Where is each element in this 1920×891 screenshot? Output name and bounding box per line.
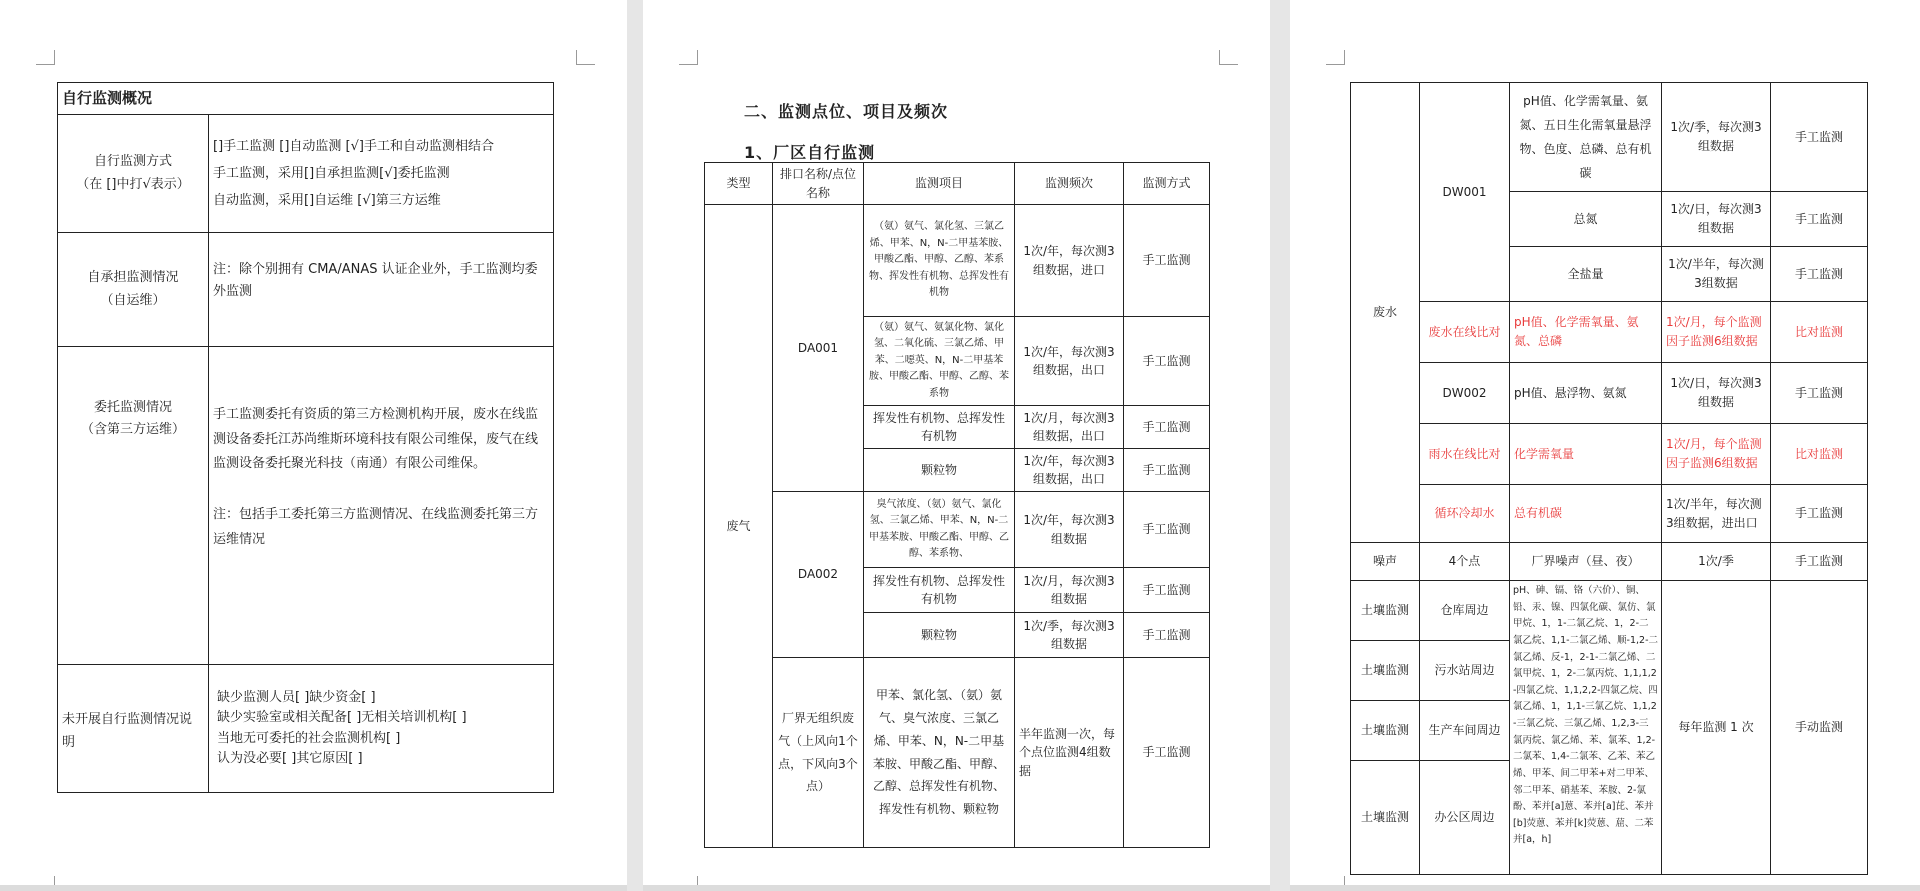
method-cell: 手工监测 bbox=[1124, 449, 1210, 492]
label-line: 未开展自行监测情况说明 bbox=[62, 712, 193, 750]
freq-cell: 1次/年，每次测3组数据 bbox=[1015, 492, 1124, 568]
point-cell: 生产车间周边 bbox=[1420, 701, 1510, 761]
point-cell: DA001 bbox=[773, 205, 864, 492]
content-line: 手工监测，采用[]自承担监测[√]委托监测 bbox=[213, 165, 450, 181]
method-cell: 手工监测 bbox=[1771, 83, 1868, 192]
content-line: 注：除个别拥有 CMA/ANAS 认证企业外，手工监测均委外监测 bbox=[213, 262, 538, 300]
method-cell: 比对监测 bbox=[1771, 302, 1868, 363]
point-cell: 厂界无组织废气（上风向1个点，下风向3个点） bbox=[773, 658, 864, 848]
freq-cell: 1次/半年，每次测3组数据，进出口 bbox=[1662, 485, 1771, 543]
content-line: 注：包括手工委托第三方监测情况、在线监测委托第三方运维情况 bbox=[213, 507, 539, 547]
item-cell: 挥发性有机物、总挥发性有机物 bbox=[864, 406, 1015, 449]
method-cell: 手工监测 bbox=[1124, 568, 1210, 613]
label-line: 自承担监测情况 bbox=[87, 270, 179, 286]
item-cell: 厂界噪声（昼、夜） bbox=[1510, 543, 1662, 581]
freq-cell: 1次/月，每次测3组数据 bbox=[1015, 568, 1124, 613]
freq-cell: 每年监测 1 次 bbox=[1662, 581, 1771, 875]
item-cell: （氨）氨气、氯化氢、三氯乙烯、甲苯、N，N-二甲基苯胺、甲酸乙酯、甲醇、乙醇、苯系物、挥发性有机物、总挥发性有机物 bbox=[864, 205, 1015, 317]
row-label bbox=[58, 665, 209, 793]
row-content bbox=[209, 233, 554, 347]
plant-monitoring-table bbox=[704, 162, 1210, 848]
item-cell: （氨）氨气、氨氯化物、氯化氢、二氧化硫、三氯乙烯、甲苯、二噁英、N，N-二甲基苯胺、甲酸乙酯、甲醇、乙醇、苯系物 bbox=[864, 317, 1015, 406]
soil-item-cell: pH、砷、镉、铬（六价）、铜、铅、汞、镍、四氯化碳、氯仿、氯甲烷、1，1-二氯乙烷、1，2-二氯乙烷、1,1-二氯乙烯、顺-1,2-二氯乙烯、反-1，2-1-二氯乙烯、二氯甲烷、1，2-二氯丙烷、1,1,1,2-四氯乙烷、1,1,2,2-四氯乙烷、四氯乙烯、1，1,1-三氯乙烷、1,1,2-三氯乙烷、三氯乙烯、1,2,3-三氯丙烷、氯乙烯、苯、氯苯、1,2-二氯苯、1,4-二氯苯、乙苯、苯乙烯、甲苯、间二甲苯+对二甲苯、邻二甲苯、硝基苯、苯胺、2-氯酚、苯并[a]蒽、苯并[a]芘、苯并[b]荧蒽、苯并[k]荧蒽、䓛、二苯并[a，h] bbox=[1510, 581, 1662, 875]
item-cell: 臭气浓度、（氨）氨气、氯化氢、三氯乙烯、甲苯、N，N-二甲基苯胺、甲酸乙酯、甲醇、乙醇、苯系物、 bbox=[864, 492, 1015, 568]
point-cell: 污水站周边 bbox=[1420, 641, 1510, 701]
noise-row bbox=[1351, 543, 1868, 581]
item-cell: 化学需氧量 bbox=[1510, 424, 1662, 485]
content-line: 自动监测，采用[]自运维 [√]第三方运维 bbox=[213, 193, 441, 209]
label-line: （含第三方运维） bbox=[80, 422, 185, 438]
method-cell: 比对监测 bbox=[1771, 424, 1868, 485]
document-page-1 bbox=[0, 0, 627, 891]
point-cell: 雨水在线比对 bbox=[1420, 424, 1510, 485]
wastewater-soil-table bbox=[1350, 82, 1868, 875]
header-cell: 监测方式 bbox=[1124, 163, 1210, 205]
content-line: 认为没必要[ ]其它原因[ ] bbox=[217, 750, 363, 766]
item-cell: 挥发性有机物、总挥发性有机物 bbox=[864, 568, 1015, 613]
method-cell: 手工监测 bbox=[1124, 492, 1210, 568]
freq-cell: 1次/季，每次测3组数据 bbox=[1015, 613, 1124, 658]
table-row bbox=[705, 205, 1210, 317]
method-cell: 手工监测 bbox=[1771, 543, 1868, 581]
method-cell: 手工监测 bbox=[1771, 485, 1868, 543]
type-cell: 土壤监测 bbox=[1351, 581, 1420, 641]
freq-cell: 1次/季 bbox=[1662, 543, 1771, 581]
point-cell: 4个点 bbox=[1420, 543, 1510, 581]
item-cell: 全盐量 bbox=[1510, 247, 1662, 302]
method-cell: 手工监测 bbox=[1771, 192, 1868, 247]
table-row bbox=[1351, 302, 1868, 363]
content-line: 缺少监测人员[ ]缺少资金[ ] bbox=[217, 690, 376, 706]
method-cell: 手工监测 bbox=[1124, 658, 1210, 848]
header-cell: 排口名称/点位名称 bbox=[773, 163, 864, 205]
point-cell: 仓库周边 bbox=[1420, 581, 1510, 641]
row-content bbox=[209, 115, 554, 233]
item-cell: pH值、悬浮物、氨氮 bbox=[1510, 363, 1662, 424]
crop-mark bbox=[36, 50, 55, 65]
method-cell: 手工监测 bbox=[1771, 247, 1868, 302]
item-cell: pH值、化学需氧量、氨氮、五日生化需氧量悬浮物、色度、总磷、总有机碳 bbox=[1510, 83, 1662, 192]
table-row bbox=[1351, 485, 1868, 543]
crop-mark bbox=[679, 50, 698, 65]
row-label bbox=[58, 233, 209, 347]
type-cell: 废气 bbox=[705, 205, 773, 848]
point-cell: 办公区周边 bbox=[1420, 761, 1510, 875]
point-cell: DW001 bbox=[1420, 83, 1510, 302]
freq-cell: 1次/年，每次测3组数据，出口 bbox=[1015, 449, 1124, 492]
page-bottom-edge bbox=[0, 885, 627, 891]
content-line: []手工监测 []自动监测 [√]手工和自动监测相结合 bbox=[213, 138, 494, 154]
content-line: 缺少实验室或相关配备[ ]无相关培训机构[ ] bbox=[217, 710, 467, 726]
point-cell: 废水在线比对 bbox=[1420, 302, 1510, 363]
page-bottom-edge bbox=[1290, 885, 1920, 891]
freq-cell: 1次/年，每次测3组数据，出口 bbox=[1015, 317, 1124, 406]
freq-cell: 1次/日，每次测3组数据 bbox=[1662, 192, 1771, 247]
table-header-row bbox=[705, 163, 1210, 205]
table-row bbox=[705, 492, 1210, 568]
method-cell: 手工监测 bbox=[1124, 317, 1210, 406]
item-cell: 颗粒物 bbox=[864, 613, 1015, 658]
freq-cell: 1次/月，每个监测因子监测6组数据 bbox=[1662, 424, 1771, 485]
item-cell: 甲苯、氯化氢、（氨）氨气、臭气浓度、三氯乙烯、甲苯、N，N-二甲基苯胺、甲酸乙酯、甲醇、乙醇、总挥发性有机物、挥发性有机物、颗粒物 bbox=[864, 658, 1015, 848]
crop-mark bbox=[1219, 50, 1238, 65]
method-cell: 手工监测 bbox=[1124, 613, 1210, 658]
document-page-3 bbox=[1290, 0, 1920, 891]
table-row bbox=[1351, 363, 1868, 424]
type-cell: 废水 bbox=[1351, 83, 1420, 543]
table-title: 自行监测概况 bbox=[58, 83, 554, 115]
page-bottom-edge bbox=[643, 885, 1270, 891]
freq-cell: 1次/月，每个监测因子监测6组数据 bbox=[1662, 302, 1771, 363]
freq-cell: 半年监测一次，每个点位监测4组数据 bbox=[1015, 658, 1124, 848]
row-label bbox=[58, 347, 209, 665]
method-cell: 手工监测 bbox=[1124, 406, 1210, 449]
type-cell: 土壤监测 bbox=[1351, 641, 1420, 701]
method-cell: 手动监测 bbox=[1771, 581, 1868, 875]
freq-cell: 1次/月，每次测3组数据，出口 bbox=[1015, 406, 1124, 449]
method-cell: 手工监测 bbox=[1771, 363, 1868, 424]
point-cell: 循环冷却水 bbox=[1420, 485, 1510, 543]
content-line: 当地无可委托的社会监测机构[ ] bbox=[217, 730, 401, 746]
header-cell: 类型 bbox=[705, 163, 773, 205]
freq-cell: 1次/季，每次测3组数据 bbox=[1662, 83, 1771, 192]
point-cell: DA002 bbox=[773, 492, 864, 658]
row-content bbox=[209, 665, 554, 793]
freq-cell: 1次/年，每次测3组数据，进口 bbox=[1015, 205, 1124, 317]
monitoring-overview-table bbox=[57, 82, 554, 793]
header-cell: 监测频次 bbox=[1015, 163, 1124, 205]
table-row bbox=[705, 658, 1210, 848]
item-cell: 颗粒物 bbox=[864, 449, 1015, 492]
document-page-2 bbox=[643, 0, 1270, 891]
crop-mark bbox=[1326, 50, 1345, 65]
point-cell: DW002 bbox=[1420, 363, 1510, 424]
subsection-heading: 1、厂区自行监测 bbox=[744, 143, 876, 162]
header-cell: 监测项目 bbox=[864, 163, 1015, 205]
section-heading: 二、监测点位、项目及频次 bbox=[744, 102, 949, 121]
label-line: （在 []中打√表示） bbox=[76, 176, 190, 192]
freq-cell: 1次/半年，每次测3组数据 bbox=[1662, 247, 1771, 302]
row-label bbox=[58, 115, 209, 233]
crop-mark bbox=[576, 50, 595, 65]
table-row bbox=[1351, 424, 1868, 485]
label-line: （自运维） bbox=[100, 292, 166, 308]
type-cell: 土壤监测 bbox=[1351, 761, 1420, 875]
item-cell: 总有机碳 bbox=[1510, 485, 1662, 543]
freq-cell: 1次/日，每次测3组数据 bbox=[1662, 363, 1771, 424]
content-line: 手工监测委托有资质的第三方检测机构开展，废水在线监测设备委托江苏尚维斯环境科技有限公司维保，废气在线监测设备委托聚光科技（南通）有限公司维保。 bbox=[213, 407, 539, 472]
row-content bbox=[209, 347, 554, 665]
label-line: 自行监测方式 bbox=[93, 154, 172, 170]
item-cell: 总氮 bbox=[1510, 192, 1662, 247]
soil-row bbox=[1351, 581, 1868, 641]
type-cell: 土壤监测 bbox=[1351, 701, 1420, 761]
table-row bbox=[1351, 83, 1868, 192]
item-cell: pH值、化学需氧量、氨氮、总磷 bbox=[1510, 302, 1662, 363]
label-line: 委托监测情况 bbox=[93, 400, 172, 415]
method-cell: 手工监测 bbox=[1124, 205, 1210, 317]
type-cell: 噪声 bbox=[1351, 543, 1420, 581]
